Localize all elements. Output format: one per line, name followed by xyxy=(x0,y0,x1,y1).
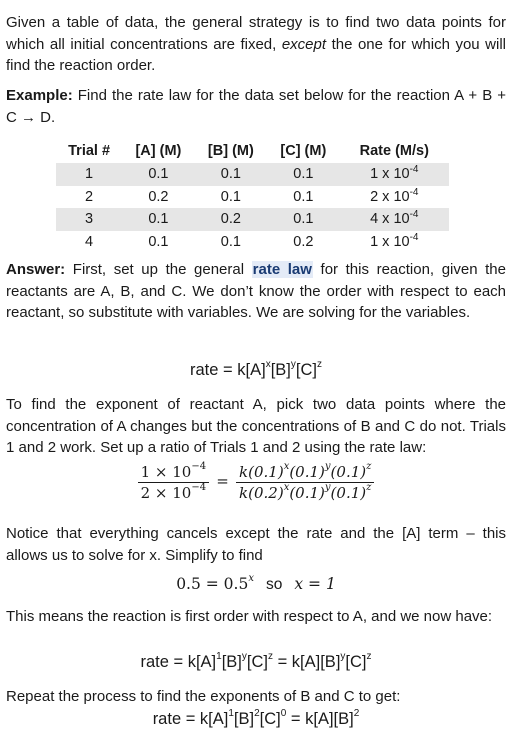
table-row: 4 0.1 0.1 0.2 1 x $10^{-4}$ xyxy=(85,231,419,250)
final-rate-law-equation: rate = $k[A]^1[B]^2[C]^0 = k[A][B]^2$ xyxy=(152,708,360,728)
trials-paragraph: To find the exponent of reactant A, pick two data points where the concentration of A changes but the concentrations of B and C do not. Trials 1 and 2 work. Set up a ratio of Trials 1 and 2 using the rate law: xyxy=(6,396,506,456)
simplify-equation: $0.5 = 0.5^x$ so x = 1 xyxy=(176,573,336,593)
rate-data-table xyxy=(56,138,449,253)
header-a: [A] (M) xyxy=(135,142,182,159)
rate-law-keyword: rate law xyxy=(252,261,312,278)
table-row: 1 0.1 0.1 0.1 1 x $10^{-4}$ xyxy=(56,163,449,186)
header-rate: Rate (M/s) xyxy=(359,142,429,159)
intro-emphasis: except xyxy=(281,35,327,53)
intro-paragraph: Given a table of data, the general strategy is to find two data points for which all initial concentrations are fixed, except the one for which you will find the reaction order. xyxy=(6,14,506,74)
answer-label: Answer: xyxy=(6,261,66,278)
ratio-equation: $\frac{1 \times 10^{-4}}{2 \times 10^{-4}}$ = $\frac{k(0.1)^x(0.1)^y(0.1)^z}{k(0.2)^x(0.1)^y(0.1)^z}$ xyxy=(0,463,512,502)
table-header-row xyxy=(56,138,449,163)
table-row: 2 0.2 0.1 0.1 2 x $10^{-4}$ xyxy=(85,186,419,205)
general-rate-law-equation: rate = $k[A]^x[B]^y[C]^z$ xyxy=(190,359,322,379)
table-row: 3 0.1 0.2 0.1 4 x $10^{-4}$ xyxy=(56,208,449,231)
header-c: [C] (M) xyxy=(280,142,327,159)
repeat-paragraph: Repeat the process to find the exponents of B and C to get: xyxy=(6,688,401,705)
header-b: [B] (M) xyxy=(207,142,254,159)
example-label: Example: xyxy=(6,87,73,104)
example-paragraph: Example: Find the rate law for the data set below for the reaction A + B + C → D. xyxy=(6,87,506,126)
first-order-rate-law-equation: rate = $k[A]^1[B]^y[C]^z = k[A][B]^y[C]^z$ xyxy=(140,651,372,671)
header-trial: Trial # xyxy=(68,142,111,159)
first-order-paragraph: This means the reaction is first order with respect to A, and we now have: xyxy=(6,608,493,625)
answer-paragraph: Answer: First, set up the general rate law for this reaction, given the reactants are A, B, and C. We don’t know the order with respect to each reactant, so substitute with variables. We are solving for the variables. xyxy=(6,261,506,321)
cancel-paragraph: Notice that everything cancels except the rate and the [A] term – this allows us to solve for x. Simplify to find xyxy=(6,525,506,564)
